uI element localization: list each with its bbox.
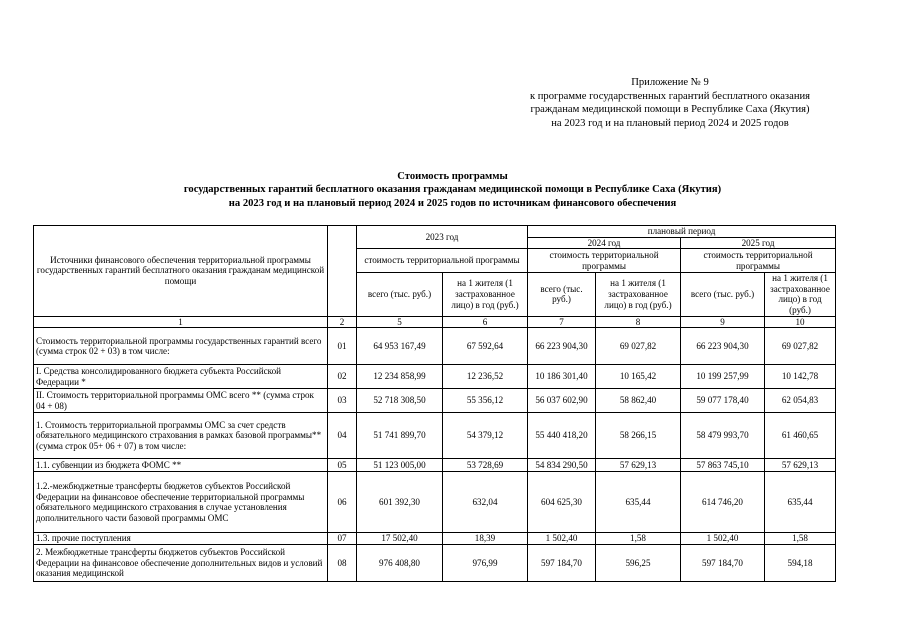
value-per-capita-2025: 1,58 — [765, 533, 836, 545]
table-row — [34, 459, 836, 472]
value-total-2025: 57 863 745,10 — [681, 459, 765, 472]
value-total-2023: 64 953 167,49 — [357, 328, 443, 365]
row-name: II. Стоимость территориальной программы ОМС всего ** (сумма строк 04 + 08) — [34, 389, 328, 413]
value-per-capita-2023: 53 728,69 — [443, 459, 528, 472]
header-year-2023: 2023 год — [357, 226, 528, 249]
row-code: 07 — [328, 533, 357, 545]
value-per-capita-2025: 61 460,65 — [765, 413, 836, 459]
value-per-capita-2023: 976,99 — [443, 545, 528, 582]
col-number-5: 5 — [357, 316, 443, 328]
value-per-capita-2025: 594,18 — [765, 545, 836, 582]
value-total-2025: 1 502,40 — [681, 533, 765, 545]
value-total-2024: 1 502,40 — [528, 533, 596, 545]
value-per-capita-2023: 55 356,12 — [443, 389, 528, 413]
table-row — [34, 365, 836, 389]
value-total-2024: 604 625,30 — [528, 472, 596, 533]
value-per-capita-2023: 12 236,52 — [443, 365, 528, 389]
col-number-1: 1 — [34, 316, 328, 328]
value-total-2025: 10 199 257,99 — [681, 365, 765, 389]
value-per-capita-2024: 69 027,82 — [596, 328, 681, 365]
value-per-capita-2024: 635,44 — [596, 472, 681, 533]
table-header — [34, 226, 836, 328]
value-per-capita-2024: 1,58 — [596, 533, 681, 545]
header-planning-period: плановый период — [528, 226, 836, 238]
document-title — [0, 170, 905, 210]
table-body — [34, 328, 836, 582]
row-name: 1.3. прочие поступления — [34, 533, 328, 545]
row-code: 01 — [328, 328, 357, 365]
header-cost-2023: стоимость территориальной программы — [357, 249, 528, 273]
value-total-2023: 51 123 005,00 — [357, 459, 443, 472]
title-line-2: государственных гарантий бесплатного оказания гражданам медицинской помощи в Республике Саха (Якутия) — [183, 184, 722, 196]
row-code: 02 — [328, 365, 357, 389]
header-per-capita-2025: на 1 жителя (1 застрахованное лицо) в год (руб.) — [765, 273, 836, 316]
value-per-capita-2024: 57 629,13 — [596, 459, 681, 472]
value-total-2024: 56 037 602,90 — [528, 389, 596, 413]
appendix-line-1: Приложение № 9 — [631, 77, 709, 88]
value-total-2023: 12 234 858,99 — [357, 365, 443, 389]
row-name: 1.1. субвенции из бюджета ФОМС ** — [34, 459, 328, 472]
value-total-2025: 66 223 904,30 — [681, 328, 765, 365]
value-per-capita-2025: 10 142,78 — [765, 365, 836, 389]
table-row — [34, 413, 836, 459]
table-row — [34, 472, 836, 533]
value-total-2024: 55 440 418,20 — [528, 413, 596, 459]
col-number-6: 6 — [443, 316, 528, 328]
row-code: 05 — [328, 459, 357, 472]
value-per-capita-2023: 632,04 — [443, 472, 528, 533]
value-per-capita-2025: 635,44 — [765, 472, 836, 533]
value-total-2023: 52 718 308,50 — [357, 389, 443, 413]
table-row — [34, 328, 836, 365]
title-line-3: на 2023 год и на плановый период 2024 и 2025 годов по источникам финансового обеспечения — [228, 197, 677, 209]
row-name: Стоимость территориальной программы государственных гарантий всего (сумма строк 02 + 03) в том числе: — [34, 328, 328, 365]
header-year-2024: 2024 год — [528, 237, 681, 249]
appendix-header — [470, 76, 870, 130]
header-source-label: Источники финансового обеспечения территориальной программы государственных гарантий бесплатного оказания гражданам медицинской помощи — [34, 226, 328, 317]
value-total-2025: 597 184,70 — [681, 545, 765, 582]
value-per-capita-2024: 10 165,42 — [596, 365, 681, 389]
row-code: 08 — [328, 545, 357, 582]
header-year-2025: 2025 год — [681, 237, 836, 249]
header-per-capita-2024: на 1 жителя (1 застрахованное лицо) в год (руб.) — [596, 273, 681, 316]
value-per-capita-2023: 18,39 — [443, 533, 528, 545]
value-total-2025: 614 746,20 — [681, 472, 765, 533]
appendix-line-2: к программе государственных гарантий бесплатного оказания — [529, 90, 811, 102]
col-number-8: 8 — [596, 316, 681, 328]
header-cost-2024: стоимость территориальной программы — [528, 249, 681, 273]
value-per-capita-2024: 596,25 — [596, 545, 681, 582]
value-per-capita-2023: 67 592,64 — [443, 328, 528, 365]
value-per-capita-2025: 69 027,82 — [765, 328, 836, 365]
table-row — [34, 533, 836, 545]
row-name: 1.2.-межбюджетные трансферты бюджетов субъектов Российской Федерации на финансовое обеспечение территориальной программы обязательного медицинского страхования в случае установления дополнительного части базовой программы ОМС — [34, 472, 328, 533]
row-code: 03 — [328, 389, 357, 413]
col-number-7: 7 — [528, 316, 596, 328]
table-row — [34, 389, 836, 413]
value-total-2024: 54 834 290,50 — [528, 459, 596, 472]
value-total-2024: 597 184,70 — [528, 545, 596, 582]
value-total-2023: 601 392,30 — [357, 472, 443, 533]
value-per-capita-2023: 54 379,12 — [443, 413, 528, 459]
value-per-capita-2024: 58 266,15 — [596, 413, 681, 459]
appendix-line-4: на 2023 год и на плановый период 2024 и 2025 годов — [551, 117, 789, 129]
value-total-2023: 976 408,80 — [357, 545, 443, 582]
value-total-2023: 17 502,40 — [357, 533, 443, 545]
title-line-1: Стоимость программы — [397, 171, 508, 182]
header-total-2023: всего (тыс. руб.) — [357, 273, 443, 316]
row-name: 1. Стоимость территориальной программы ОМС за счет средств обязательного медицинского страхования в рамках базовой программы** (сумма строк 05+ 06 + 07) в том числе: — [34, 413, 328, 459]
appendix-line-3: гражданам медицинской помощи в Республике Саха (Якутия) — [530, 104, 810, 115]
value-total-2024: 66 223 904,30 — [528, 328, 596, 365]
row-code: 04 — [328, 413, 357, 459]
value-per-capita-2025: 57 629,13 — [765, 459, 836, 472]
value-total-2024: 10 186 301,40 — [528, 365, 596, 389]
value-per-capita-2025: 62 054,83 — [765, 389, 836, 413]
value-total-2025: 58 479 993,70 — [681, 413, 765, 459]
value-total-2023: 51 741 899,70 — [357, 413, 443, 459]
header-code-blank — [328, 226, 357, 317]
col-number-2: 2 — [328, 316, 357, 328]
col-number-10: 10 — [765, 316, 836, 328]
table-row — [34, 545, 836, 582]
row-name: 2. Межбюджетные трансферты бюджетов субъектов Российской Федерации на финансовое обеспечение дополнительных видов и условий оказания медицинской — [34, 545, 328, 582]
header-total-2025: всего (тыс. руб.) — [681, 273, 765, 316]
row-code: 06 — [328, 472, 357, 533]
row-name: I. Средства консолидированного бюджета субъекта Российской Федерации * — [34, 365, 328, 389]
value-total-2025: 59 077 178,40 — [681, 389, 765, 413]
header-per-capita-2023: на 1 жителя (1 застрахованное лицо) в год (руб.) — [443, 273, 528, 316]
col-number-9: 9 — [681, 316, 765, 328]
header-cost-2025: стоимость территориальной программы — [681, 249, 836, 273]
header-total-2024: всего (тыс. руб.) — [528, 273, 596, 316]
cost-table — [33, 225, 836, 582]
value-per-capita-2024: 58 862,40 — [596, 389, 681, 413]
